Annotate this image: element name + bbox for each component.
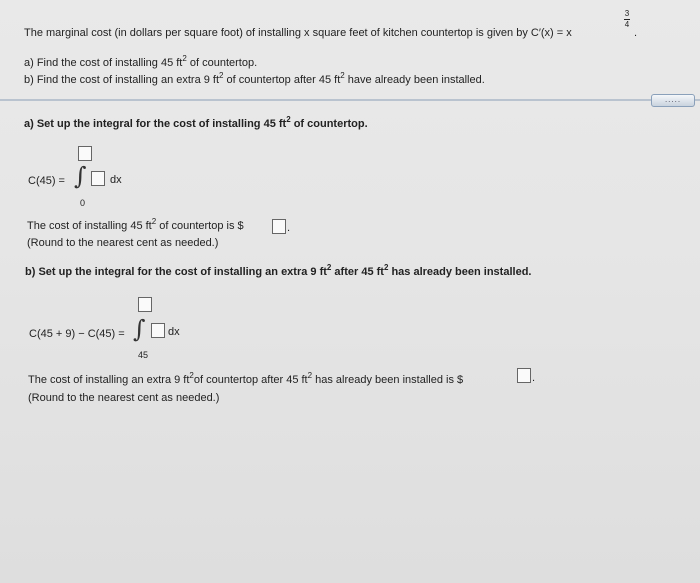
part-b-statement: [24, 71, 485, 86]
squared-superscript: 2: [340, 71, 345, 80]
answer-a-text: The cost of installing 45 ft: [27, 220, 152, 232]
squared-superscript: 2: [326, 263, 332, 272]
exponent-numerator: 3: [624, 9, 630, 18]
answer-b-text-middle: of countertop after 45 ft: [193, 374, 308, 386]
answer-b-period: .: [532, 372, 536, 384]
section-a-answer-line: [27, 217, 244, 232]
answer-b-text-end: has already been installed is $: [312, 374, 464, 386]
exponent-denominator: 4: [624, 20, 630, 29]
section-b-answer-line: [28, 371, 464, 386]
problem-intro-text: The marginal cost (in dollars per square foot) of installing x square feet of kitchen countertop is given by C′(x) = x: [24, 27, 572, 39]
answer-input-b[interactable]: [517, 368, 531, 383]
dx-label-a: dx: [110, 174, 122, 186]
round-note-a: (Round to the nearest cent as needed.): [27, 237, 219, 249]
squared-superscript: 2: [219, 71, 224, 80]
expand-more-button[interactable]: .....: [651, 94, 695, 107]
answer-a-text-end: of countertop is $: [156, 220, 244, 232]
upper-limit-input-a[interactable]: [78, 146, 92, 161]
section-a-lhs: C(45) =: [28, 175, 65, 187]
squared-superscript: 2: [151, 217, 157, 226]
round-note-b: (Round to the nearest cent as needed.): [28, 392, 220, 404]
section-a-heading-end: of countertop.: [290, 118, 368, 130]
section-a-heading: [24, 115, 368, 130]
answer-b-text: The cost of installing an extra 9 ft: [28, 374, 190, 386]
squared-superscript: 2: [182, 54, 187, 63]
squared-superscript: 2: [189, 371, 194, 380]
dx-label-b: dx: [168, 326, 180, 338]
part-b-text-end: have already been installed.: [344, 74, 485, 86]
squared-superscript: 2: [286, 115, 291, 124]
integrand-input-a[interactable]: [91, 171, 105, 186]
problem-intro: [24, 27, 572, 39]
intro-period: .: [634, 27, 638, 39]
part-a-statement: [24, 54, 258, 69]
part-b-text: b) Find the cost of installing an extra 9 ft: [24, 74, 220, 86]
section-b-heading-end: has already been installed.: [388, 266, 532, 278]
lower-limit-a: 0: [80, 198, 86, 208]
upper-limit-input-b[interactable]: [138, 297, 152, 312]
integral-sign-icon: ∫: [74, 162, 87, 190]
lower-limit-b: 45: [138, 350, 149, 360]
exponent-fraction: [622, 9, 632, 30]
integral-sign-icon: ∫: [133, 315, 146, 343]
section-b-heading: [25, 263, 532, 278]
section-divider: [0, 99, 700, 101]
section-a-heading-text: a) Set up the integral for the cost of installing 45 ft: [24, 118, 287, 130]
section-b-heading-text: b) Set up the integral for the cost of installing an extra 9 ft: [25, 266, 327, 278]
integrand-input-b[interactable]: [151, 323, 165, 338]
squared-superscript: 2: [383, 263, 389, 272]
answer-input-a[interactable]: [272, 219, 286, 234]
part-a-text: a) Find the cost of installing 45 ft: [24, 57, 183, 69]
section-b-heading-middle: after 45 ft: [331, 266, 384, 278]
section-b-lhs: C(45 + 9) − C(45) =: [29, 328, 125, 340]
squared-superscript: 2: [307, 371, 313, 380]
answer-a-period: .: [287, 222, 291, 234]
part-a-text-end: of countertop.: [186, 57, 258, 69]
part-b-text-middle: of countertop after 45 ft: [223, 74, 341, 86]
